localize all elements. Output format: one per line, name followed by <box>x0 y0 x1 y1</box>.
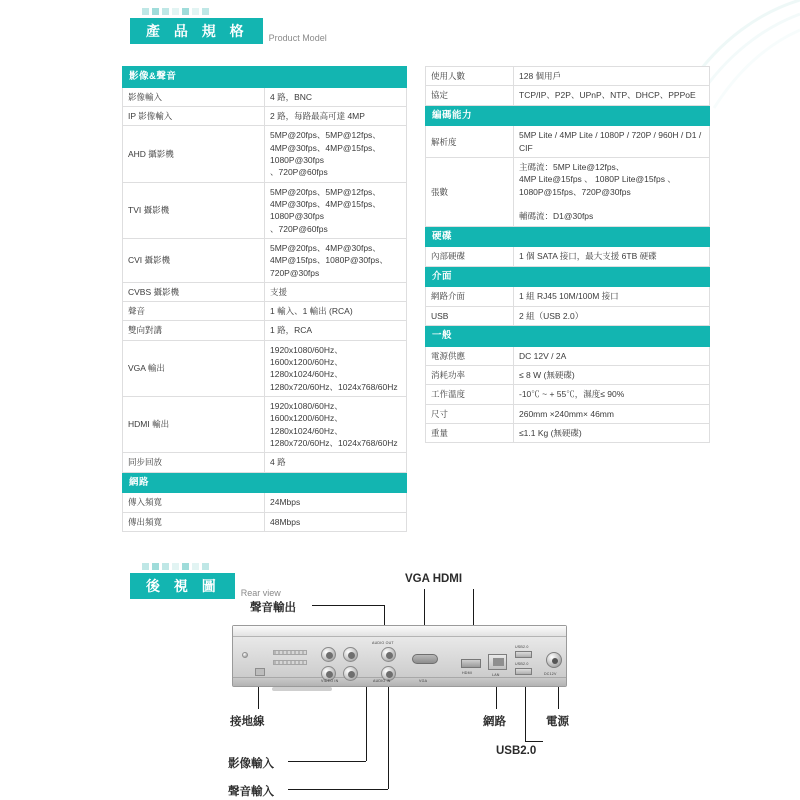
right-row-key: 使用人數 <box>426 67 514 86</box>
left-row-value: 1 輸入、1 輸出 (RCA) <box>265 302 407 321</box>
table-row <box>426 306 710 325</box>
right-row-value: 主碼流：5MP Lite@12fps、 4MP Lite@15fps 、 1080P Lite@15fps 、 1080P@15fps、720P@30fps 輔碼流：D1@30fps <box>514 158 710 227</box>
label-video-in: 影像輸入 <box>228 758 274 770</box>
left-row-value: 1920x1080/60Hz、1600x1200/60Hz、1280x1024/60Hz、1280x720/60Hz、1024x768/60Hz <box>265 397 407 453</box>
rear-view-section <box>0 556 800 800</box>
label-usb: USB2.0 <box>496 745 537 757</box>
table-row <box>426 424 710 443</box>
print-audio-out: AUDIO OUT <box>372 641 394 645</box>
spec-section-header <box>130 18 327 44</box>
panel-top-edge <box>233 626 566 637</box>
print-lan: LAN <box>492 673 500 677</box>
table-row <box>123 87 407 106</box>
dvr-rear-panel <box>232 625 567 687</box>
table-row <box>426 86 710 105</box>
right-band-row <box>426 105 710 126</box>
table-row <box>123 321 407 340</box>
left-row-key: AHD 攝影機 <box>123 126 265 182</box>
right-row-value: TCP/IP、P2P、UPnP、NTP、DHCP、PPPoE <box>514 86 710 105</box>
left-band-label: 網路 <box>123 472 407 493</box>
right-row-key: 電源供應 <box>426 346 514 365</box>
print-vga: VGA <box>419 679 428 683</box>
spec-header-dots <box>142 8 209 15</box>
print-hdmi: HDMI <box>462 671 472 675</box>
left-row-key: CVI 攝影機 <box>123 238 265 282</box>
table-row <box>123 493 407 512</box>
right-row-key: 內部硬碟 <box>426 247 514 266</box>
left-row-value: 4 路 <box>265 453 407 472</box>
panel-bottom-edge <box>233 677 566 686</box>
vent-left-2 <box>273 660 307 665</box>
print-usb-2: USB2.0 <box>515 662 529 666</box>
right-row-value: 260mm ×240mm× 46mm <box>514 404 710 423</box>
left-row-key: VGA 輸出 <box>123 340 265 396</box>
bnc-video-4 <box>343 666 358 681</box>
left-row-key: 影像輸入 <box>123 87 265 106</box>
right-band-row <box>426 266 710 287</box>
right-row-key: 協定 <box>426 86 514 105</box>
label-ground: 接地線 <box>230 716 265 728</box>
right-band-row <box>426 326 710 347</box>
right-row-value: ≤1.1 Kg (無硬碟) <box>514 424 710 443</box>
right-row-value: 2 組（USB 2.0） <box>514 306 710 325</box>
table-row <box>123 126 407 182</box>
right-row-key: 尺寸 <box>426 404 514 423</box>
right-band-label: 一般 <box>426 326 710 347</box>
right-row-value: 5MP Lite / 4MP Lite / 1080P / 720P / 960H / D1 / CIF <box>514 126 710 158</box>
vga-port <box>412 654 438 664</box>
left-row-value: 1 路，RCA <box>265 321 407 340</box>
bnc-video-1 <box>321 647 336 662</box>
label-audio-in: 聲音輸入 <box>228 786 274 798</box>
right-band-row <box>426 226 710 247</box>
table-row <box>426 404 710 423</box>
leader-audio-in-h <box>288 789 388 790</box>
left-row-key: 同步回放 <box>123 453 265 472</box>
spec-section-badge: 產 品 規 格 <box>130 18 263 44</box>
table-row <box>123 512 407 531</box>
table-row <box>426 67 710 86</box>
right-row-key: 工作溫度 <box>426 385 514 404</box>
table-row <box>426 126 710 158</box>
left-row-key: 雙向對講 <box>123 321 265 340</box>
right-row-value: ≤ 8 W (無硬碟) <box>514 366 710 385</box>
hdmi-port <box>461 659 481 668</box>
spec-table-right <box>425 66 710 443</box>
table-row <box>426 158 710 227</box>
right-band-label: 硬碟 <box>426 226 710 247</box>
bnc-video-2 <box>343 647 358 662</box>
left-row-key: IP 影像輸入 <box>123 107 265 126</box>
leader-usb-h <box>525 741 543 742</box>
usb-port-1 <box>515 651 532 658</box>
panel-foot-shadow <box>272 687 332 691</box>
lan-port <box>488 654 507 670</box>
spec-table-left-wrapper <box>122 66 407 532</box>
right-row-key: 網路介面 <box>426 287 514 306</box>
right-row-value: 1 組 RJ45 10M/100M 接口 <box>514 287 710 306</box>
rear-section-badge: 後 視 圖 <box>130 573 235 599</box>
label-vga-hdmi: VGA HDMI <box>405 573 463 585</box>
leader-video-in-v <box>366 679 367 761</box>
dc-power-jack <box>546 652 562 668</box>
table-row <box>123 302 407 321</box>
right-band-label: 編碼能力 <box>426 105 710 126</box>
table-row <box>123 453 407 472</box>
leader-video-in-h <box>288 761 366 762</box>
ground-terminal <box>255 668 265 676</box>
vent-left <box>273 650 307 655</box>
usb-port-2 <box>515 668 532 675</box>
left-row-value: 24Mbps <box>265 493 407 512</box>
screw-left <box>242 652 248 658</box>
left-row-key: TVI 攝影機 <box>123 182 265 238</box>
right-band-label: 介面 <box>426 266 710 287</box>
left-row-value: 5MP@20fps、5MP@12fps、4MP@30fps、4MP@15fps、1080P@30fps 、720P@60fps <box>265 182 407 238</box>
right-row-key: USB <box>426 306 514 325</box>
right-row-key: 重量 <box>426 424 514 443</box>
spec-table-right-wrapper <box>425 66 710 443</box>
right-row-key: 解析度 <box>426 126 514 158</box>
rear-section-subtitle: Rear view <box>240 588 281 598</box>
spec-table-left <box>122 66 407 532</box>
print-audio-in: AUDIO IN <box>373 679 391 683</box>
table-row <box>123 340 407 396</box>
table-row <box>123 282 407 301</box>
left-row-value: 5MP@20fps、5MP@12fps、4MP@30fps、4MP@15fps、1080P@30fps 、720P@60fps <box>265 126 407 182</box>
table-row <box>123 182 407 238</box>
print-dc: DC12V <box>544 672 557 676</box>
left-row-value: 48Mbps <box>265 512 407 531</box>
left-band-label: 影像&聲音 <box>123 67 407 88</box>
left-row-key: HDMI 輸出 <box>123 397 265 453</box>
right-row-value: -10℃ ~ + 55℃，濕度≤ 90% <box>514 385 710 404</box>
spec-section-subtitle: Product Model <box>268 33 327 43</box>
left-row-key: CVBS 攝影機 <box>123 282 265 301</box>
table-row <box>426 247 710 266</box>
leader-audio-out-h <box>312 605 384 606</box>
label-lan: 網路 <box>483 716 506 728</box>
left-row-key: 傳入頻寬 <box>123 493 265 512</box>
table-row <box>123 397 407 453</box>
table-row <box>123 238 407 282</box>
bnc-audio-out <box>381 647 396 662</box>
rear-section-header <box>130 573 281 599</box>
table-row <box>426 385 710 404</box>
left-row-value: 2 路，每路最高可達 4MP <box>265 107 407 126</box>
label-power: 電源 <box>546 716 569 728</box>
left-band-row <box>123 472 407 493</box>
table-row <box>426 366 710 385</box>
left-row-value: 1920x1080/60Hz、1600x1200/60Hz、1280x1024/60Hz、1280x720/60Hz、1024x768/60Hz <box>265 340 407 396</box>
left-row-value: 支援 <box>265 282 407 301</box>
left-row-value: 5MP@20fps、4MP@30fps、4MP@15fps、1080P@30fps、720P@30fps <box>265 238 407 282</box>
rear-header-dots <box>142 563 209 570</box>
right-row-value: DC 12V / 2A <box>514 346 710 365</box>
table-row <box>426 287 710 306</box>
left-row-key: 聲音 <box>123 302 265 321</box>
label-audio-out: 聲音輸出 <box>250 602 296 614</box>
table-row <box>123 107 407 126</box>
right-row-key: 張數 <box>426 158 514 227</box>
leader-audio-in-v <box>388 679 389 789</box>
print-usb-1: USB2.0 <box>515 645 529 649</box>
left-row-value: 4 路，BNC <box>265 87 407 106</box>
right-row-value: 128 個用戶 <box>514 67 710 86</box>
leader-ground-v <box>258 687 259 709</box>
right-row-value: 1 個 SATA 接口，最大支援 6TB 硬碟 <box>514 247 710 266</box>
left-row-key: 傳出頻寬 <box>123 512 265 531</box>
left-band-row <box>123 67 407 88</box>
print-video-in: VIDEO IN <box>321 679 339 683</box>
right-row-key: 消耗功率 <box>426 366 514 385</box>
table-row <box>426 346 710 365</box>
